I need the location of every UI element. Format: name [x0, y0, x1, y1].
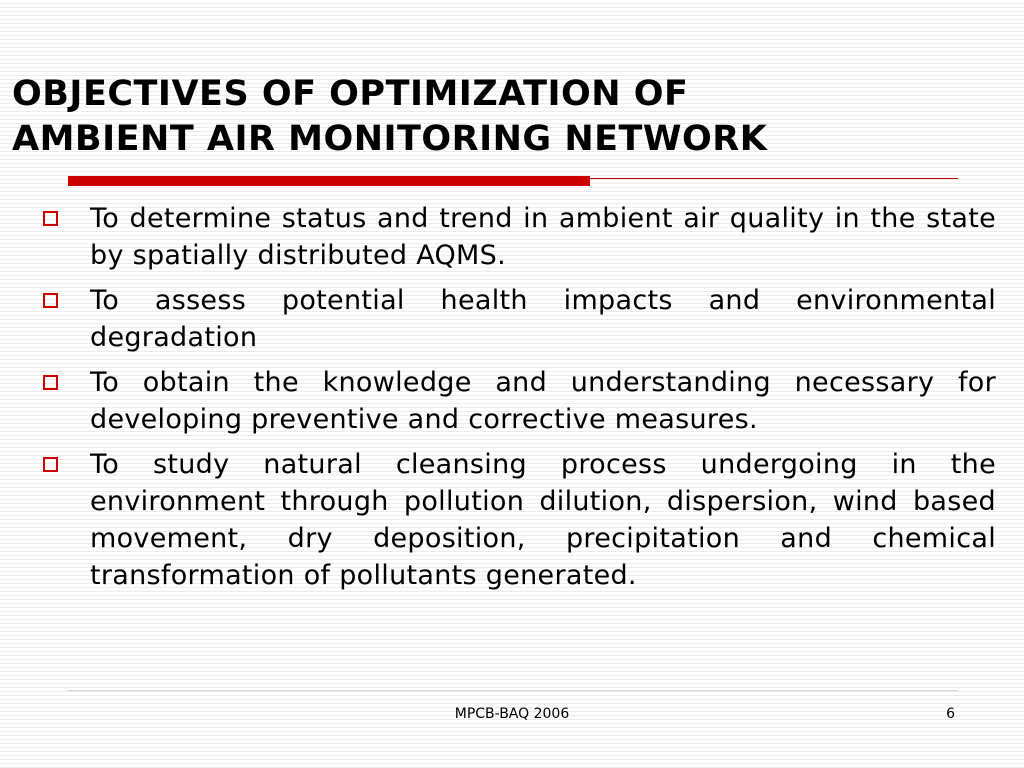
title-underline-thin-rule [590, 178, 958, 179]
footer-text: MPCB-BAQ 2006 [454, 706, 570, 722]
list-item [40, 200, 996, 274]
bullet-text: To obtain the knowledge and understanding necessary for developing preventive and corrective measures. [90, 367, 996, 435]
objectives-list [40, 200, 996, 602]
list-item [40, 364, 996, 438]
title-underline-bar [68, 176, 590, 186]
slide-title [12, 72, 1012, 162]
hollow-square-icon [43, 375, 58, 390]
list-item [40, 446, 996, 594]
slide-title-line-2: AMBIENT AIR MONITORING NETWORK [12, 119, 768, 159]
list-item [40, 282, 996, 356]
slide-title-line-1: OBJECTIVES OF OPTIMIZATION OF [12, 74, 689, 114]
bullet-text: To study natural cleansing process undergoing in the environment through pollution dilution, dispersion, wind based movement, dry deposition, precipitation and chemical transformation of pollutants generated. [90, 449, 996, 591]
hollow-square-icon [43, 211, 58, 226]
bullet-text: To assess potential health impacts and environmental degradation [90, 285, 996, 353]
footer-divider [68, 690, 958, 691]
hollow-square-icon [43, 293, 58, 308]
hollow-square-icon [43, 457, 58, 472]
page-number: 6 [946, 706, 955, 722]
bullet-text: To determine status and trend in ambient air quality in the state by spatially distributed AQMS. [90, 203, 996, 271]
